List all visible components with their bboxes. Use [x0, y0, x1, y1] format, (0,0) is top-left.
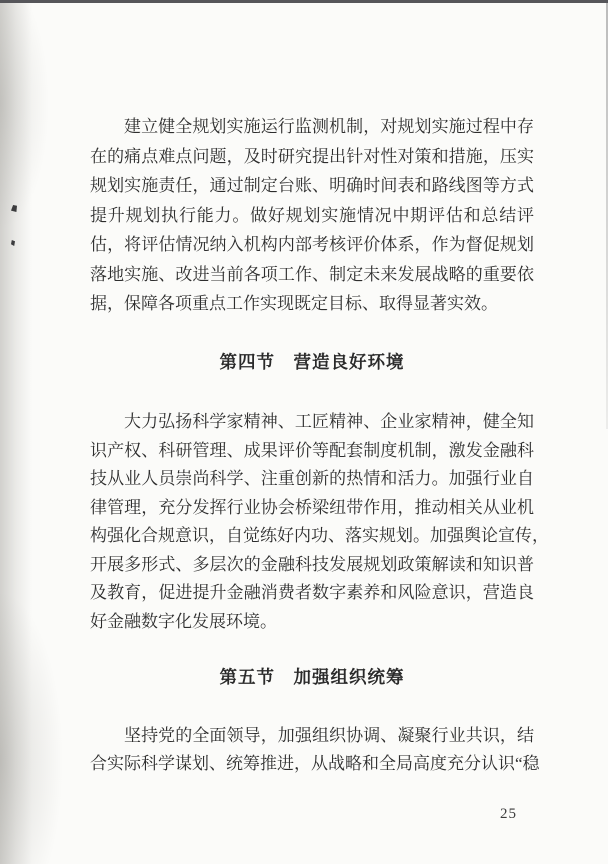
- text-line: 坚持党的全面领导，加强组织协调、凝聚行业共识，结: [124, 726, 534, 745]
- text-line: 律管理，充分发挥行业协会桥梁纽带作用，推动相关从业机: [90, 497, 534, 517]
- text-line: 构强化合规意识，自觉练好内功、落实规划。加强舆论宣传，: [90, 526, 549, 545]
- section-heading-4: 第四节 营造良好环境: [219, 352, 405, 372]
- text-line: 技从业人员崇尚科学、注重创新的热情和活力。加强行业自: [90, 469, 534, 488]
- scan-top-edge-shadow: [0, 0, 608, 3]
- scan-speck: [11, 205, 17, 212]
- text-line: 好金融数字化发展环境。: [90, 611, 277, 631]
- text-line: 落地实施、改进当前各项工作、制定未来发展战略的重要依: [90, 264, 534, 284]
- section-heading-5: 第五节 加强组织统筹: [219, 667, 405, 687]
- scan-speck: [11, 240, 15, 246]
- paragraph-implementation-monitoring: [90, 112, 534, 319]
- text-line: 开展多形式、多层次的金融科技发展规划政策解读和知识普: [90, 554, 534, 574]
- text-line: 估，将评估情况纳入机构内部考核评价体系，作为督促规划: [90, 235, 534, 254]
- text-line: 合实际科学谋划、统筹推进，从战略和全局高度充分认识“稳: [90, 754, 540, 773]
- text-line: 规划实施责任，通过制定台账、明确时间表和路线图等方式: [90, 176, 534, 195]
- text-line: 及教育，促进提升金融消费者数字素养和风险意识，营造良: [90, 583, 534, 602]
- text-line: 据，保障各项重点工作实现既定目标、取得显著实效。: [90, 294, 498, 313]
- text-line: 识产权、科研管理、成果评价等配套制度机制，激发金融科: [90, 440, 534, 460]
- paragraph-organizational-coordination: [90, 722, 540, 778]
- text-line: 提升规划执行能力。做好规划实施情况中期评估和总结评: [90, 205, 534, 225]
- text-line: 在的痛点难点问题，及时研究提出针对性对策和措施，压实: [90, 146, 534, 166]
- page-number: 25: [500, 806, 517, 822]
- paragraph-environment-building: [90, 408, 549, 636]
- text-line: 建立健全规划实施运行监测机制，对规划实施过程中存: [124, 117, 534, 136]
- text-line: 大力弘扬科学家精神、工匠精神、企业家精神，健全知: [124, 412, 534, 431]
